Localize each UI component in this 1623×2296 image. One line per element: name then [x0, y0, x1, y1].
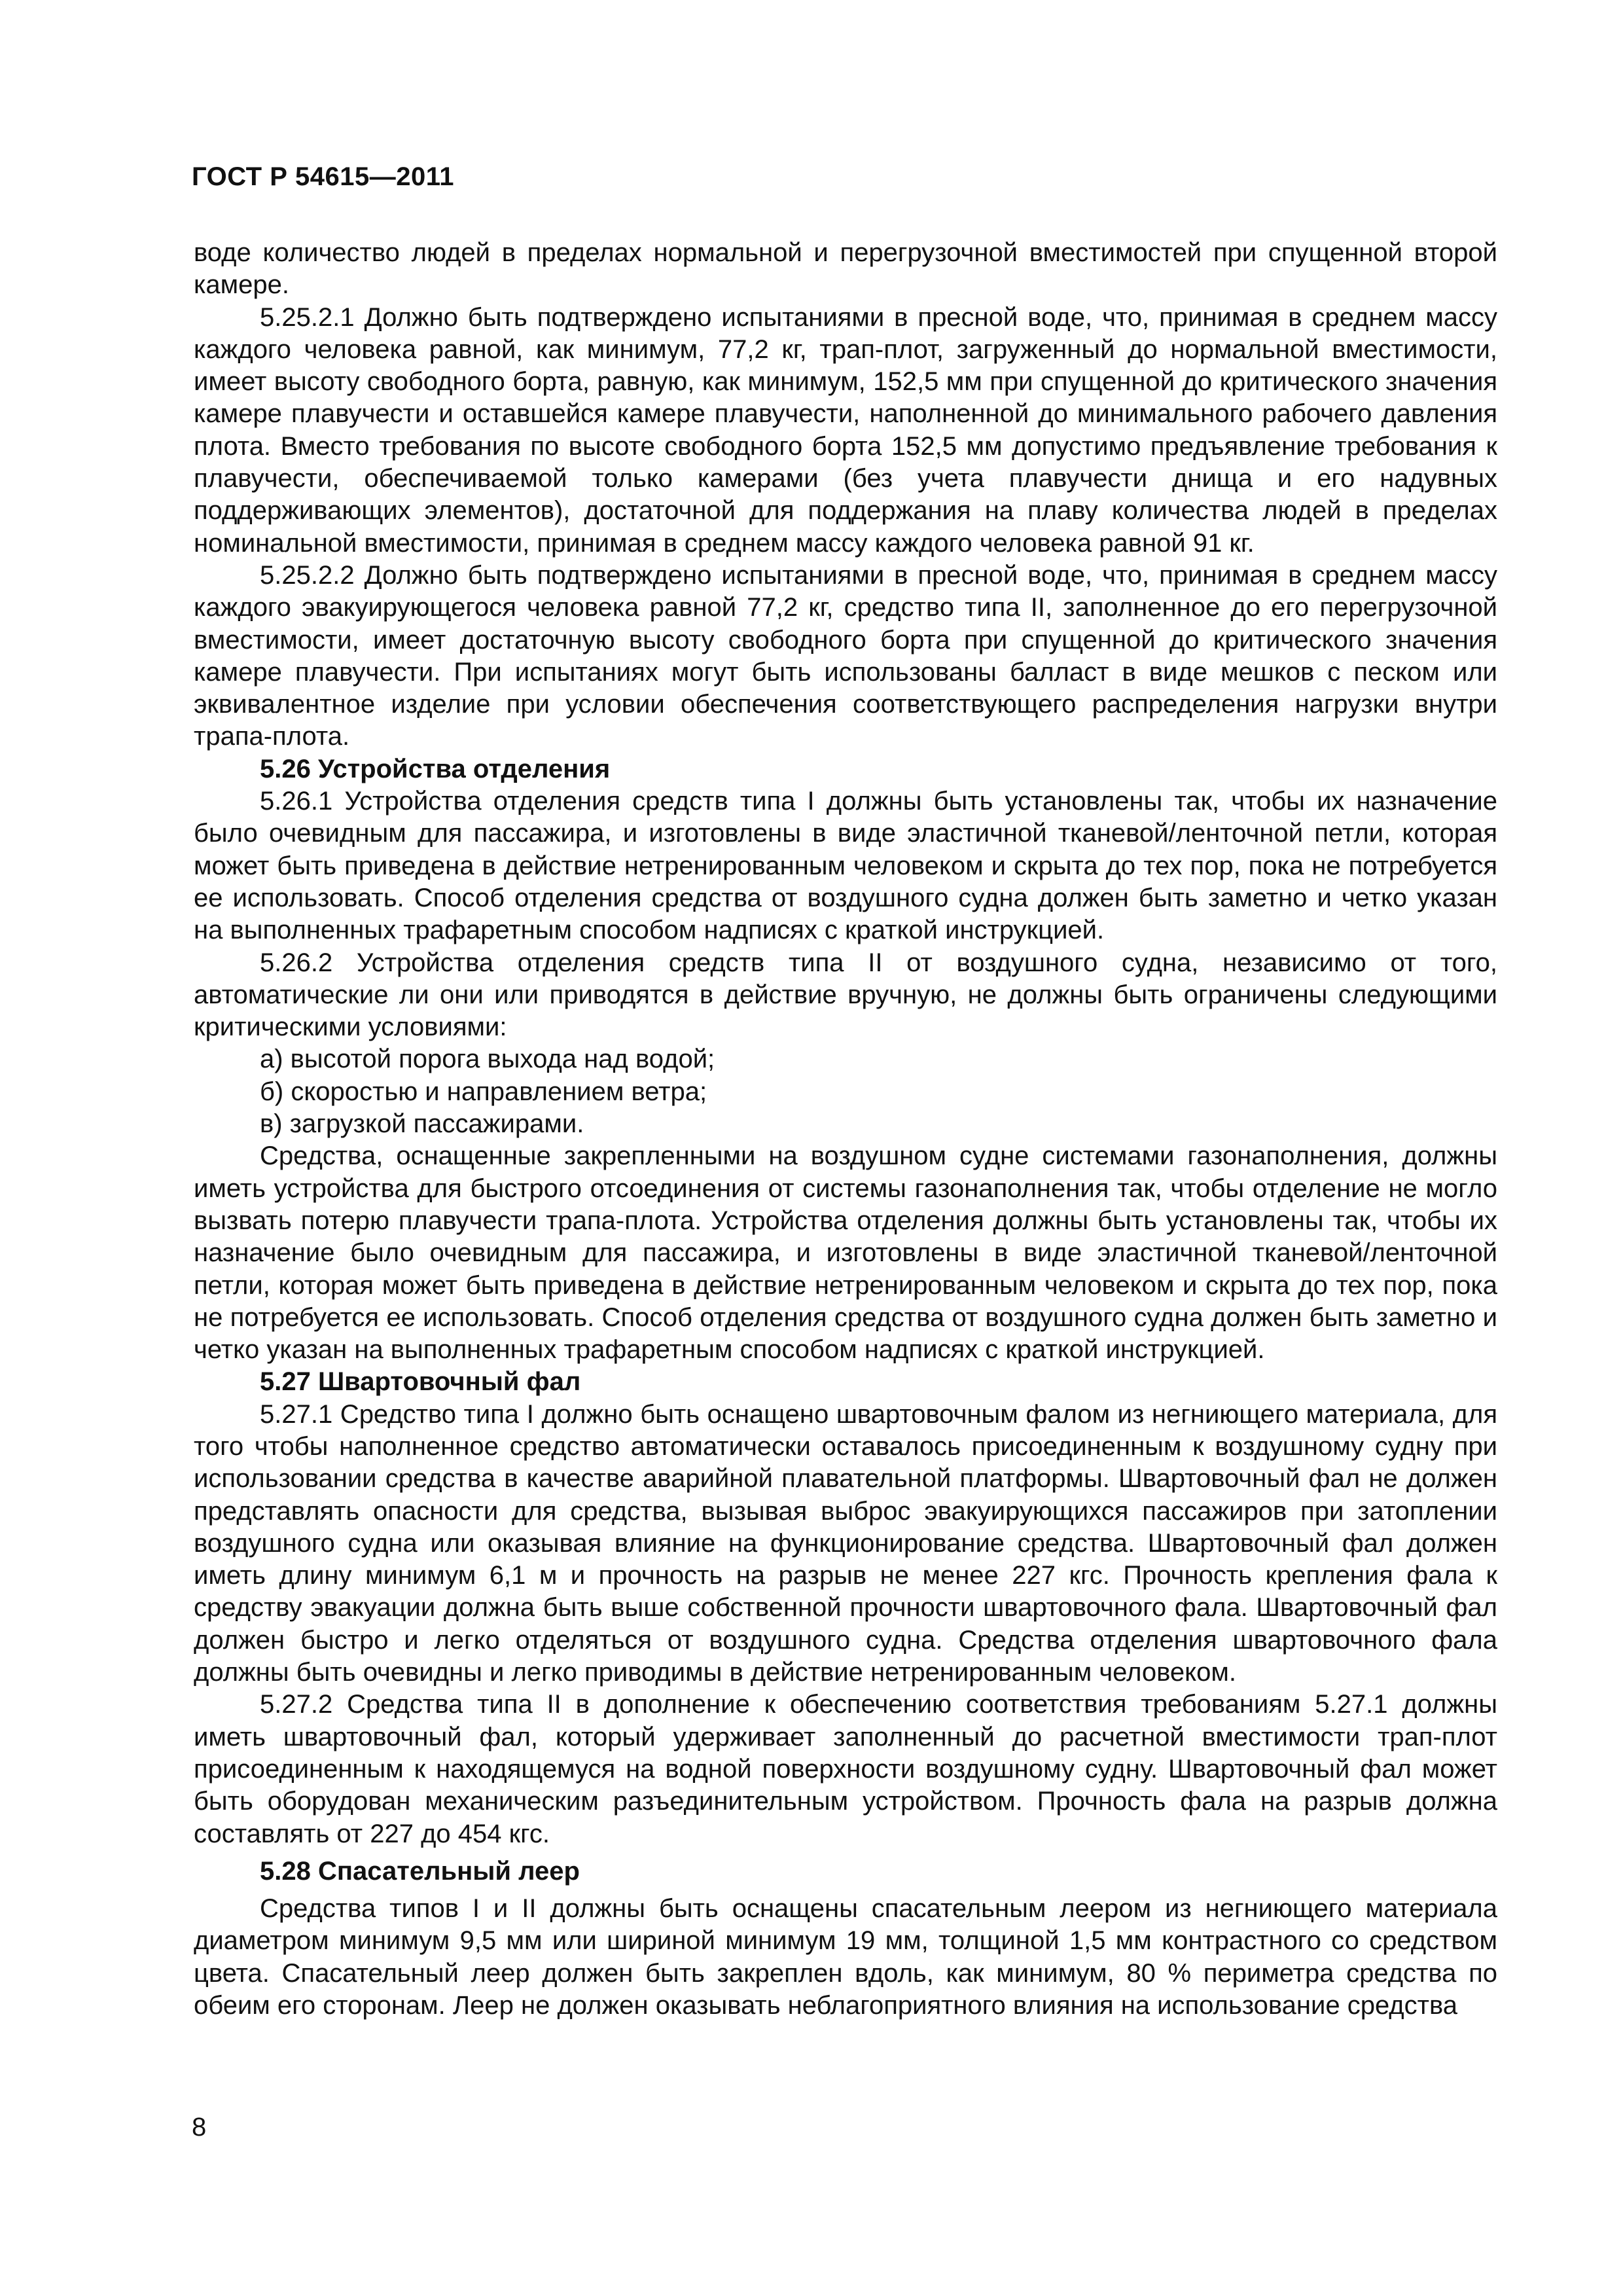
paragraph-continuation: воде количество людей в пределах нормальной и перегрузочной вместимостей при спущенной второй камере. [194, 238, 1497, 300]
list-item-b: б) скоростью и направлением ветра; [260, 1077, 707, 1106]
list-item-a: а) высотой порога выхода над водой; [260, 1045, 715, 1074]
list-item-c: в) загрузкой пассажирами. [260, 1109, 584, 1139]
paragraph-5-26-2-continued: Средства, оснащенные закрепленными на воздушном судне системами газонаполнения, должны иметь устройства для быстрого отсоединения от системы газонаполнения так, чтобы отделение не могло вызвать потерю плавучести трапа-плота. Устройства отделения должны быть установлены так, чтобы их назначение было очевидным для пассажира, и изготовлены в виде эластичной тканевой/ленточной петли, которая может быть приведена в действие нетренированным человеком и скрыта до тех пор, пока не потребуется ее использовать. Способ отделения средства от воздушного судна должен быть заметно и четко указан на выполненных трафаретным способом надписях с краткой инструкцией. [194, 1141, 1497, 1365]
paragraph-5-25-2-1: 5.25.2.1 Должно быть подтверждено испытаниями в пресной воде, что, принимая в среднем массу каждого человека равной, как минимум, 77,2 кг, трап-плот, загруженный до нормальной вместимости, имеет высоту свободного борта, равную, как минимум, 152,5 мм при спущенной до критического значения камере плавучести и оставшейся камере плавучести, наполненной до минимального рабочего давления плота. Вместо требования по высоте свободного борта 152,5 мм допустимо предъявление требования к плавучести, обеспечиваемой только камерами (без учета плавучести днища и его надувных поддерживающих элементов), достаточной для поддержания на плаву количества людей в пределах номинальной вместимости, принимая в среднем массу каждого человека равной 91 кг. [194, 302, 1497, 558]
paragraph-5-26-1: 5.26.1 Устройства отделения средств типа I должны быть установлены так, чтобы их назначение было очевидным для пассажира, и изготовлены в виде эластичной тканевой/ленточной петли, которая может быть приведена в действие нетренированным человеком и скрыта до тех пор, пока не потребуется ее использовать. Способ отделения средства от воздушного судна должен быть заметно и четко указан на выполненных трафаретным способом надписях с краткой инструкцией. [194, 787, 1497, 945]
section-heading-5-26: 5.26 Устройства отделения [260, 754, 611, 783]
section-heading-5-28: 5.28 Спасательный леер [260, 1856, 580, 1886]
paragraph-5-28: Средства типов I и II должны быть оснащены спасательным леером из негниющего материала диаметром минимум 9,5 мм или шириной минимум 19 мм, толщиной 1,5 мм контрастного со средством цвета. Спасательный леер должен быть закреплен вдоль, как минимум, 80 % периметра средства по обеим его сторонам. Леер не должен оказывать неблагоприятного влияния на использование средства [194, 1894, 1497, 2020]
document-body [194, 237, 1497, 2022]
page-number: 8 [192, 2113, 207, 2142]
paragraph-5-27-1: 5.27.1 Средство типа I должно быть оснащено швартовочным фалом из негниющего материала, для того чтобы наполненное средство автоматически оставалось присоединенным к воздушному судну при использовании средства в качестве аварийной плавательной платформы. Швартовочный фал не должен представлять опасности для средства, вызывая выброс эвакуирующихся пассажиров при затоплении воздушного судна или оказывая влияние на функционирование средства. Швартовочный фал должен иметь длину минимум 6,1 м и прочность на разрыв не менее 227 кгс. Прочность крепления фала к средству эвакуации должна быть выше собственной прочности швартовочного фала. Швартовочный фал должен быстро и легко отделяться от воздушного судна. Средства отделения швартовочного фала должны быть очевидны и легко приводимы в действие нетренированным человеком. [194, 1399, 1497, 1687]
paragraph-5-26-2: 5.26.2 Устройства отделения средств типа II от воздушного судна, независимо от того, автоматические ли они или приводятся в действие вручную, не должны быть ограничены следующими критическими условиями: [194, 948, 1497, 1042]
paragraph-5-27-2: 5.27.2 Средства типа II в дополнение к обеспечению соответствия требованиям 5.27.1 должны иметь швартовочный фал, который удерживает заполненный до расчетной вместимости трап-плот присоединенным к находящемуся на водной поверхности воздушному судну. Швартовочный фал может быть оборудован механическим разъединительным устройством. Прочность фала на разрыв должна составлять от 227 до 454 кгс. [194, 1690, 1497, 1848]
document-header: ГОСТ Р 54615—2011 [192, 162, 454, 191]
paragraph-5-25-2-2: 5.25.2.2 Должно быть подтверждено испытаниями в пресной воде, что, принимая в среднем массу каждого эвакуирующегося человека равной 77,2 кг, средство типа II, заполненное до его перегрузочной вместимости, имеет достаточную высоту свободного борта при спущенной до критического значения камере плавучести. При испытаниях могут быть использованы балласт в виде мешков с песком или эквивалентное изделие при условии обеспечения соответствующего распределения нагрузки внутри трапа-плота. [194, 560, 1497, 751]
section-heading-5-27: 5.27 Швартовочный фал [260, 1367, 581, 1397]
